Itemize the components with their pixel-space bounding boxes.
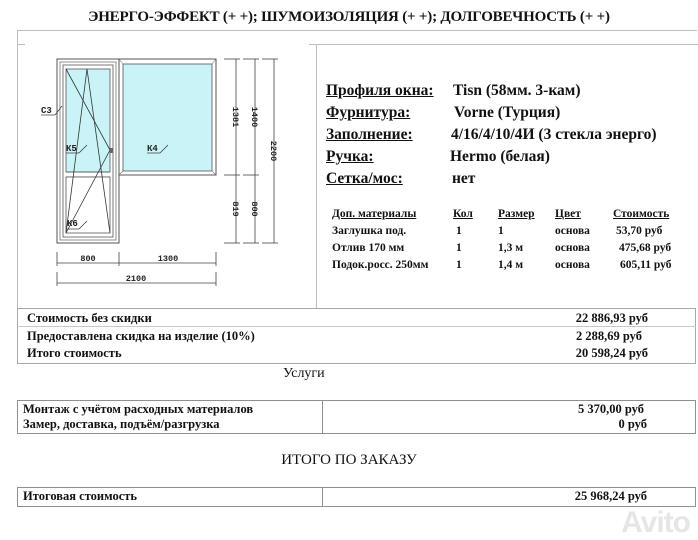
materials-cell: 1,3 м bbox=[498, 242, 524, 254]
materials-header-color: Цвет bbox=[555, 208, 581, 220]
top-box-left-border bbox=[17, 30, 18, 308]
materials-header-qty: Кол bbox=[453, 208, 473, 220]
dim-1400: 1400 bbox=[249, 106, 259, 128]
materials-header-size: Размер bbox=[498, 208, 535, 220]
summary-value-no-discount: 22 886,93 руб bbox=[575, 311, 648, 325]
spec-profile bbox=[326, 82, 581, 100]
summary-label-no-discount: Стоимость без скидки bbox=[27, 311, 152, 325]
spec-hardware bbox=[326, 104, 561, 122]
spec-mosquito-net bbox=[326, 170, 476, 188]
materials-cell: основа bbox=[555, 242, 590, 254]
order-total-heading: ИТОГО ПО ЗАКАЗУ bbox=[281, 452, 417, 468]
summary-label-discount: Предоставлена скидка на изделие (10%) bbox=[27, 329, 255, 343]
summary-divider bbox=[17, 326, 696, 327]
spec-handle bbox=[326, 148, 550, 166]
spec-filling bbox=[326, 126, 657, 144]
dim-2100: 2100 bbox=[125, 274, 147, 284]
dim-800-v: 800 bbox=[249, 201, 259, 217]
materials-cell: 605,11 руб bbox=[620, 259, 672, 271]
window-drawing bbox=[20, 40, 320, 300]
spec-value: Tisn (58мм. 3-кам) bbox=[453, 82, 581, 99]
spec-value: Hermo (белая) bbox=[450, 148, 550, 165]
materials-cell: 475,68 руб bbox=[619, 242, 672, 254]
materials-cell: Отлив 170 мм bbox=[332, 242, 405, 254]
materials-cell: 1,4 м bbox=[498, 259, 524, 271]
svg-text:К4: К4 bbox=[147, 144, 158, 154]
materials-cell: основа bbox=[555, 225, 590, 237]
materials-cell: 1 bbox=[498, 225, 504, 237]
materials-header-cost: Стоимость bbox=[613, 208, 670, 220]
spec-label: Заполнение: bbox=[326, 126, 413, 143]
spec-panel-top-border bbox=[309, 44, 698, 45]
spec-label: Ручка: bbox=[326, 148, 374, 165]
order-total-value: 25 968,24 руб bbox=[574, 489, 647, 503]
spec-value: 4/16/4/10/4И (3 стекла энерго) bbox=[451, 126, 657, 143]
dim-1381: 1381 bbox=[230, 106, 240, 128]
summary-value-discount: 2 288,69 руб bbox=[576, 329, 642, 343]
order-total-divider bbox=[322, 487, 323, 507]
summary-label-total: Итого стоимость bbox=[27, 346, 122, 360]
materials-cell: 1 bbox=[456, 225, 462, 237]
materials-cell: основа bbox=[555, 259, 590, 271]
svg-text:К5: К5 bbox=[66, 144, 77, 154]
summary-value-total: 20 598,24 руб bbox=[575, 346, 648, 360]
top-box-top-border bbox=[17, 30, 697, 31]
svg-text:К6: К6 bbox=[67, 219, 78, 229]
materials-cell: Подок.росс. 250мм bbox=[332, 259, 429, 271]
materials-cell: 53,70 руб bbox=[616, 225, 663, 237]
service-value-installation: 5 370,00 руб bbox=[578, 402, 644, 416]
spec-value: Vorne (Турция) bbox=[454, 104, 561, 121]
services-heading: Услуги bbox=[283, 366, 325, 381]
service-label-installation: Монтаж с учётом расходных материалов bbox=[23, 402, 254, 416]
materials-header-name: Доп. материалы bbox=[332, 208, 417, 220]
page-title: ЭНЕРГО-ЭФФЕКТ (+ +); ШУМОИЗОЛЯЦИЯ (+ +); ДОЛГОВЕЧНОСТЬ (+ +) bbox=[88, 9, 610, 25]
spec-value: нет bbox=[452, 170, 476, 187]
materials-cell: Заглушка под. bbox=[332, 225, 407, 237]
materials-cell: 1 bbox=[456, 242, 462, 254]
service-value-delivery: 0 руб bbox=[618, 417, 647, 431]
dim-819: 819 bbox=[230, 201, 240, 217]
svg-text:С3: С3 bbox=[41, 106, 52, 116]
service-label-delivery: Замер, доставка, подъём/разгрузка bbox=[23, 417, 220, 431]
avito-watermark: Avito bbox=[621, 506, 690, 539]
dim-2200: 2200 bbox=[268, 140, 278, 162]
spec-label: Фурнитура: bbox=[326, 104, 411, 121]
services-divider bbox=[322, 400, 323, 434]
spec-label: Сетка/мос: bbox=[326, 170, 403, 187]
dim-1300: 1300 bbox=[157, 254, 179, 264]
materials-cell: 1 bbox=[456, 259, 462, 271]
dim-800-h: 800 bbox=[80, 254, 96, 264]
spec-label: Профиля окна: bbox=[326, 82, 434, 99]
order-total-label: Итоговая стоимость bbox=[23, 489, 138, 503]
